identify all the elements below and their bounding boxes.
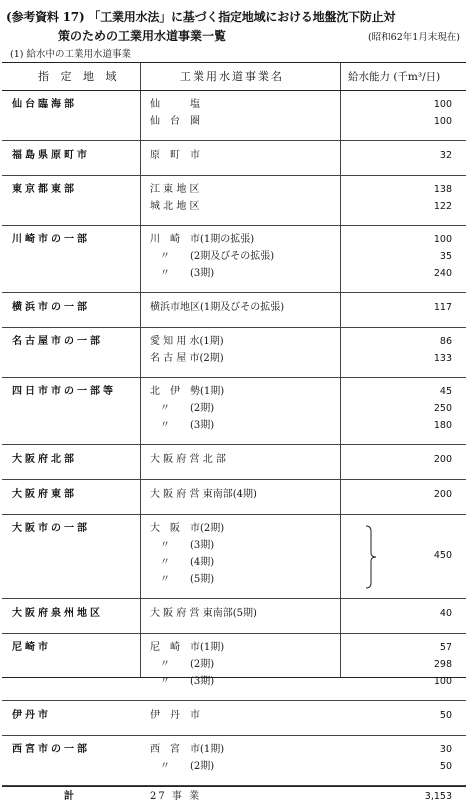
project-name: 伊 丹 市 [150, 710, 200, 721]
project-name: 西 宮 市(1期) [150, 744, 225, 755]
capacity-value: 200 [433, 454, 452, 465]
project-name: 大 阪 市(2期) [150, 523, 225, 534]
project-name: 〃 (2期) [150, 761, 215, 772]
area-name: 名古屋市の一部 [12, 336, 103, 347]
total-projects: 27 事 業 [150, 791, 202, 802]
project-name: 仙 塩 [150, 99, 200, 110]
table-row [2, 226, 466, 293]
table-row [2, 515, 466, 599]
project-name: 〃 (3期) [150, 540, 215, 551]
document-title-line2: 策のための工業用水道事業一覧 [58, 29, 227, 43]
capacity-value: 133 [433, 353, 452, 364]
grouping-brace [364, 525, 378, 589]
capacity-value: 138 [433, 184, 452, 195]
table-row [2, 480, 466, 515]
header-project: 工業用水道事業名 [180, 70, 284, 83]
project-name: 〃 (3期) [150, 676, 215, 687]
capacity-value: 100 [433, 234, 452, 245]
area-name: 大阪府北部 [12, 454, 77, 465]
project-name: 江 東 地 区 [150, 184, 200, 195]
table-row [2, 141, 466, 176]
total-label: 計 [64, 791, 74, 802]
capacity-value: 122 [433, 201, 452, 212]
project-name: 川 崎 市(1期の拡張) [150, 234, 255, 245]
total-capacity: 3,153 [424, 791, 452, 802]
project-name: 原 町 市 [150, 150, 200, 161]
area-name: 西宮市の一部 [12, 744, 90, 755]
capacity-value: 40 [439, 608, 452, 619]
header-capacity: 給水能力 (千m³/日) [348, 71, 441, 83]
capacity-value: 100 [433, 99, 452, 110]
capacity-value: 298 [433, 659, 452, 670]
project-name: 〃 (2期) [150, 403, 215, 414]
table-row [2, 599, 466, 634]
document-title: (参考資料 17) 「工業用水法」に基づく指定地域における地盤沈下防止対 [6, 10, 396, 24]
capacity-value: 200 [433, 489, 452, 500]
project-name: 〃 (2期) [150, 659, 215, 670]
area-name: 伊丹市 [12, 710, 51, 721]
capacity-value: 32 [439, 150, 452, 161]
area-name: 仙台臨海部 [12, 99, 77, 110]
table-total-row [2, 786, 466, 802]
area-name: 東京都東部 [12, 184, 77, 195]
area-name: 尼崎市 [12, 642, 51, 653]
project-name: 城 北 地 区 [150, 201, 200, 212]
area-name: 川崎市の一部 [12, 234, 90, 245]
project-name: 北 伊 勢(1期) [150, 386, 225, 397]
table-row [2, 328, 466, 378]
project-name: 大 阪 府 営 北 部 [150, 454, 226, 465]
capacity-value: 117 [433, 302, 452, 313]
project-name: 〃 (3期) [150, 420, 215, 431]
project-name: 名 古 屋 市(2期) [150, 353, 224, 364]
project-name: 〃 (2期及びその拡張) [150, 251, 275, 262]
header-area: 指 定 地 域 [38, 70, 121, 83]
capacity-value: 50 [439, 710, 452, 721]
capacity-value: 57 [439, 642, 452, 653]
capacity-value: 50 [439, 761, 452, 772]
project-name: 愛 知 用 水(1期) [150, 336, 224, 347]
project-name: 横浜市地区(1期及びその拡張) [150, 302, 285, 313]
table-row [2, 736, 466, 786]
project-name: 大 阪 府 営 東南部(4期) [150, 489, 257, 500]
project-name: 〃 (5期) [150, 574, 215, 585]
group-capacity-value: 450 [433, 550, 452, 561]
capacity-value: 100 [433, 116, 452, 127]
table-row [2, 91, 466, 141]
project-name: 大 阪 府 営 東南部(5期) [150, 608, 257, 619]
area-name: 横浜市の一部 [12, 302, 90, 313]
area-name: 大阪市の一部 [12, 523, 90, 534]
project-name: 〃 (4期) [150, 557, 215, 568]
capacity-value: 35 [439, 251, 452, 262]
area-name: 四日市市の一部等 [12, 386, 116, 397]
table-row [2, 293, 466, 328]
as-of-date: (昭和62年1月末現在) [367, 32, 460, 43]
table-row [2, 701, 466, 736]
capacity-value: 30 [439, 744, 452, 755]
capacity-value: 86 [439, 336, 452, 347]
project-name: 〃 (3期) [150, 268, 215, 279]
area-name: 大阪府東部 [12, 489, 77, 500]
capacity-value: 180 [433, 420, 452, 431]
capacity-value: 240 [433, 268, 452, 279]
table-row [2, 176, 466, 226]
table-row [2, 445, 466, 480]
table-row [2, 634, 466, 701]
table-row [2, 378, 466, 445]
capacity-value: 100 [433, 676, 452, 687]
table-header-row [2, 63, 466, 91]
section-heading: (1) 給水中の工業用水道事業 [10, 49, 131, 60]
project-name: 尼 崎 市(1期) [150, 642, 225, 653]
area-name: 大阪府泉州地区 [12, 608, 103, 619]
area-name: 福島県原町市 [12, 150, 90, 161]
project-name: 仙 台 圏 [150, 116, 200, 127]
capacity-value: 45 [439, 386, 452, 397]
capacity-value: 250 [433, 403, 452, 414]
projects-table [2, 62, 466, 802]
